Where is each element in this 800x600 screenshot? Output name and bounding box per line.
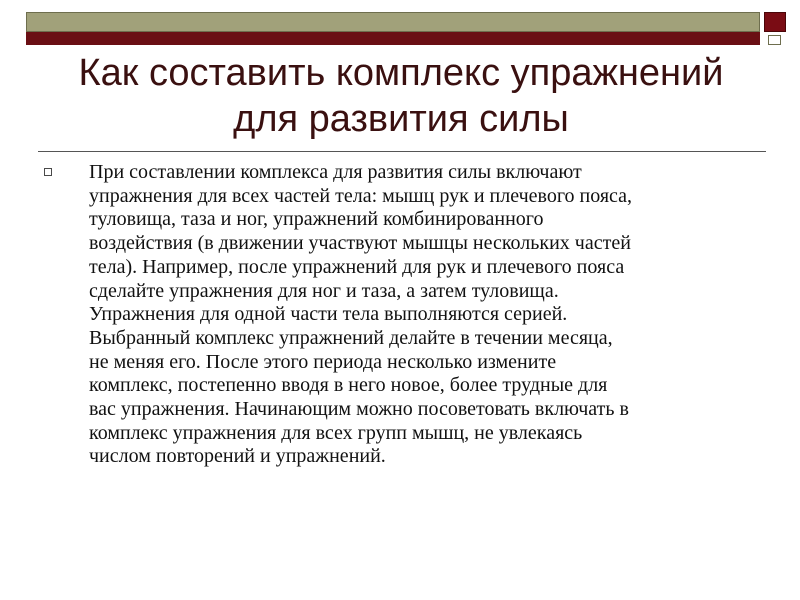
header-band-olive <box>26 12 760 32</box>
corner-decoration-small-square <box>768 35 781 45</box>
bullet-square-icon <box>44 168 52 176</box>
corner-decoration-square <box>764 12 786 32</box>
slide-title-line-1: Как составить комплекс упражнений <box>78 52 724 94</box>
slide-title <box>26 50 776 142</box>
slide-title-line-2: для развития силы <box>233 98 569 140</box>
title-divider <box>38 151 766 152</box>
body-paragraph: При составлении комплекса для развития силы включают упражнения для всех частей тела: мышц рук и плечевого пояса, туловища, таза и ног, упражнений комбинированного воздействия (в движении участвуют мышцы нескольких частей тела). Например, после упражнений для рук и плечевого пояса сделайте упражнения для ног и таза, а затем туловища. Упражнения для одной части тела выполняются серией. Выбранный комплекс упражнений делайте в течении месяца, не меняя его. После этого периода несколько измените комплекс, постепенно вводя в него новое, более трудные для вас упражнения. Начинающим можно посоветовать включать в комплекс упражнения для всех групп мышц, не увлекаясь числом повторений и упражнений. <box>89 161 633 468</box>
header-band-maroon <box>26 32 760 45</box>
